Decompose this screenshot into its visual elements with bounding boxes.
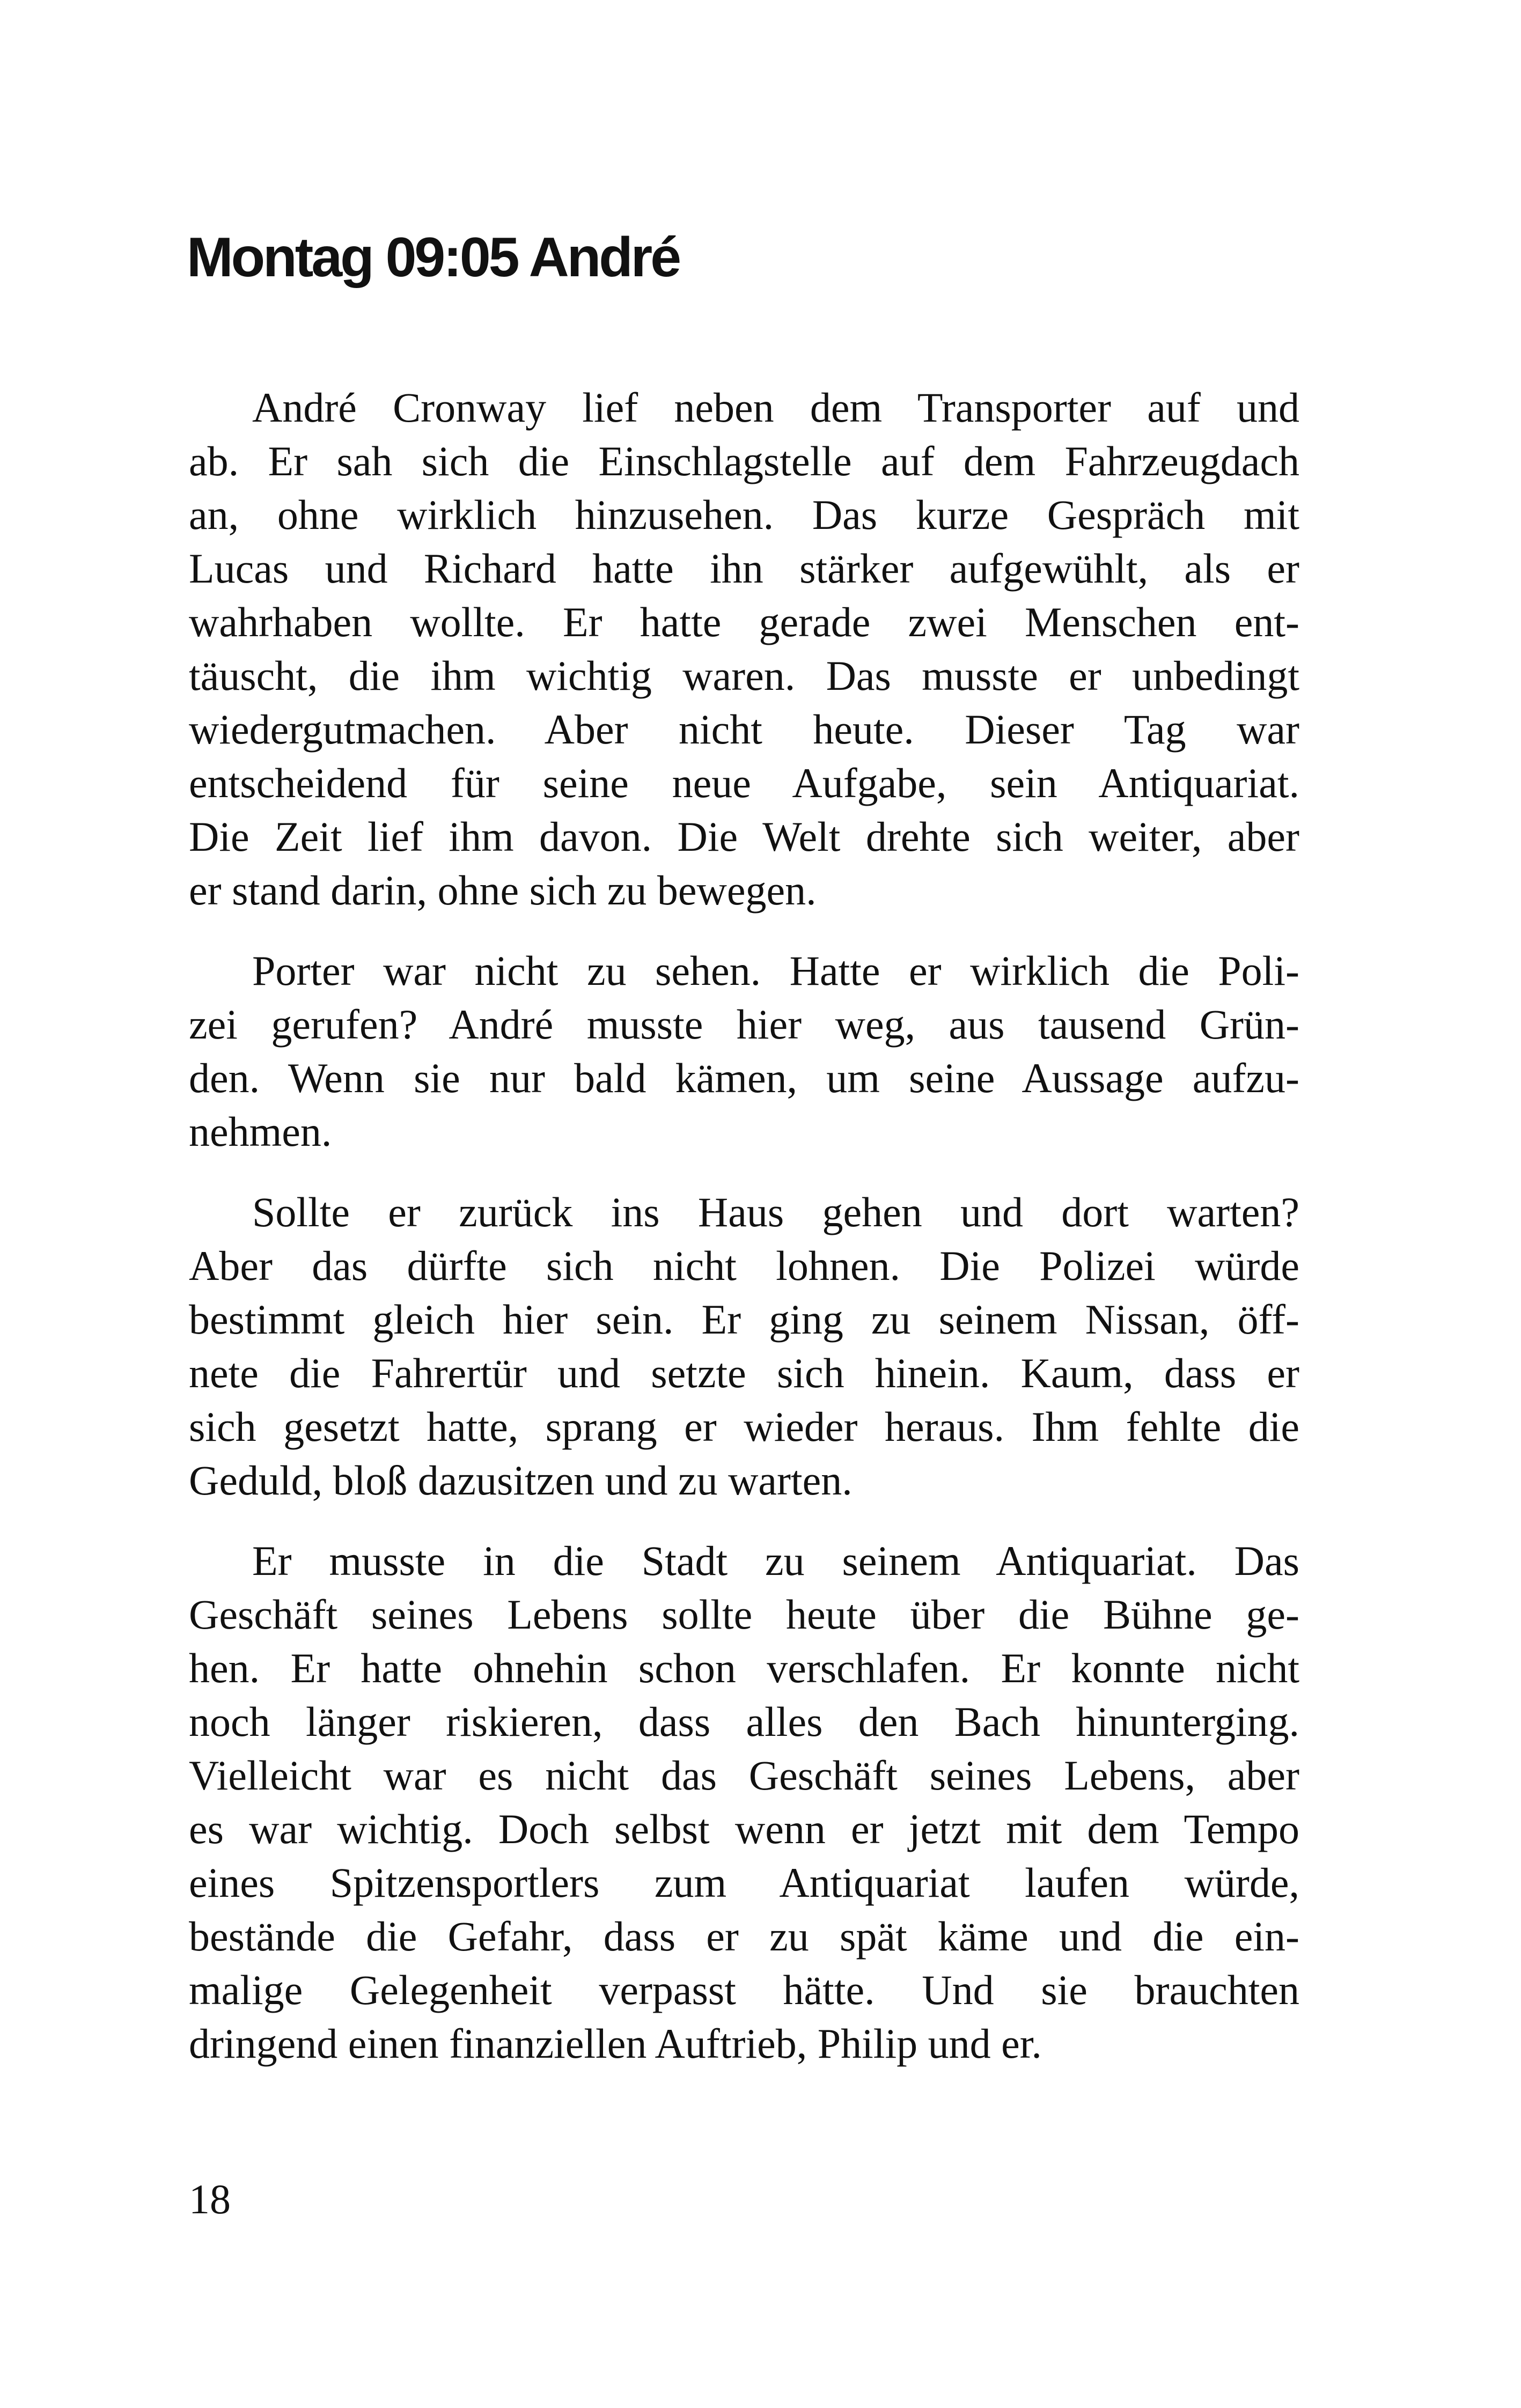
page-number: 18 bbox=[189, 2176, 231, 2222]
text-line: wahrhaben wollte. Er hatte gerade zwei Menschen ent- bbox=[189, 599, 1299, 645]
text-line: noch länger riskieren, dass alles den Bach hinunterging. bbox=[189, 1698, 1299, 1745]
text-line: ab. Er sah sich die Einschlagstelle auf dem Fahrzeugdach bbox=[189, 438, 1299, 484]
text-line: es war wichtig. Doch selbst wenn er jetzt mit dem Tempo bbox=[189, 1806, 1299, 1852]
paragraph-gap bbox=[189, 1507, 1299, 1534]
text-line: Vielleicht war es nicht das Geschäft seines Lebens, aber bbox=[189, 1752, 1299, 1799]
text-line: Die Zeit lief ihm davon. Die Welt drehte sich weiter, aber bbox=[189, 813, 1299, 860]
paragraph bbox=[189, 944, 1299, 1159]
text-line: eines Spitzensportlers zum Antiquariat laufen würde, bbox=[189, 1859, 1299, 1906]
text-line: nehmen. bbox=[189, 1108, 332, 1155]
text-line: Sollte er zurück ins Haus gehen und dort warten? bbox=[252, 1189, 1299, 1235]
text-line: er stand darin, ohne sich zu bewegen. bbox=[189, 867, 817, 914]
paragraph bbox=[189, 1534, 1299, 2071]
text-line: Aber das dürfte sich nicht lohnen. Die Polizei würde bbox=[189, 1242, 1299, 1289]
body-text bbox=[189, 381, 1299, 2071]
paragraph bbox=[189, 1185, 1299, 1507]
paragraph-gap bbox=[189, 1159, 1299, 1185]
text-line: bestände die Gefahr, dass er zu spät käme und die ein- bbox=[189, 1913, 1299, 1960]
text-line: hen. Er hatte ohnehin schon verschlafen. Er konnte nicht bbox=[189, 1645, 1299, 1691]
text-line: entscheidend für seine neue Aufgabe, sein Antiquariat. bbox=[189, 760, 1299, 806]
text-line: malige Gelegenheit verpasst hätte. Und sie brauchten bbox=[189, 1967, 1299, 2013]
text-line: wiedergutmachen. Aber nicht heute. Dieser Tag war bbox=[189, 706, 1299, 753]
text-line: Geduld, bloß dazusitzen und zu warten. bbox=[189, 1457, 853, 1504]
paragraph bbox=[189, 381, 1299, 917]
text-line: den. Wenn sie nur bald kämen, um seine Aussage aufzu- bbox=[189, 1055, 1299, 1101]
text-line: zei gerufen? André musste hier weg, aus tausend Grün- bbox=[189, 1001, 1299, 1048]
text-line: Lucas und Richard hatte ihn stärker aufgewühlt, als er bbox=[189, 545, 1299, 592]
chapter-title: Montag 09:05 André bbox=[187, 226, 680, 289]
text-line: täuscht, die ihm wichtig waren. Das musste er unbedingt bbox=[189, 652, 1299, 699]
text-line: bestimmt gleich hier sein. Er ging zu seinem Nissan, öff- bbox=[189, 1296, 1299, 1343]
text-line: nete die Fahrertür und setzte sich hinein. Kaum, dass er bbox=[189, 1350, 1299, 1396]
text-line: dringend einen finanziellen Auftrieb, Philip und er. bbox=[189, 2020, 1042, 2067]
text-line: Porter war nicht zu sehen. Hatte er wirklich die Poli- bbox=[252, 947, 1299, 994]
text-line: sich gesetzt hatte, sprang er wieder heraus. Ihm fehlte die bbox=[189, 1403, 1299, 1450]
text-line: André Cronway lief neben dem Transporter auf und bbox=[252, 384, 1299, 431]
text-line: Geschäft seines Lebens sollte heute über die Bühne ge- bbox=[189, 1591, 1299, 1638]
text-line: an, ohne wirklich hinzusehen. Das kurze Gespräch mit bbox=[189, 491, 1299, 538]
paragraph-gap bbox=[189, 917, 1299, 944]
text-line: Er musste in die Stadt zu seinem Antiquariat. Das bbox=[252, 1537, 1299, 1584]
